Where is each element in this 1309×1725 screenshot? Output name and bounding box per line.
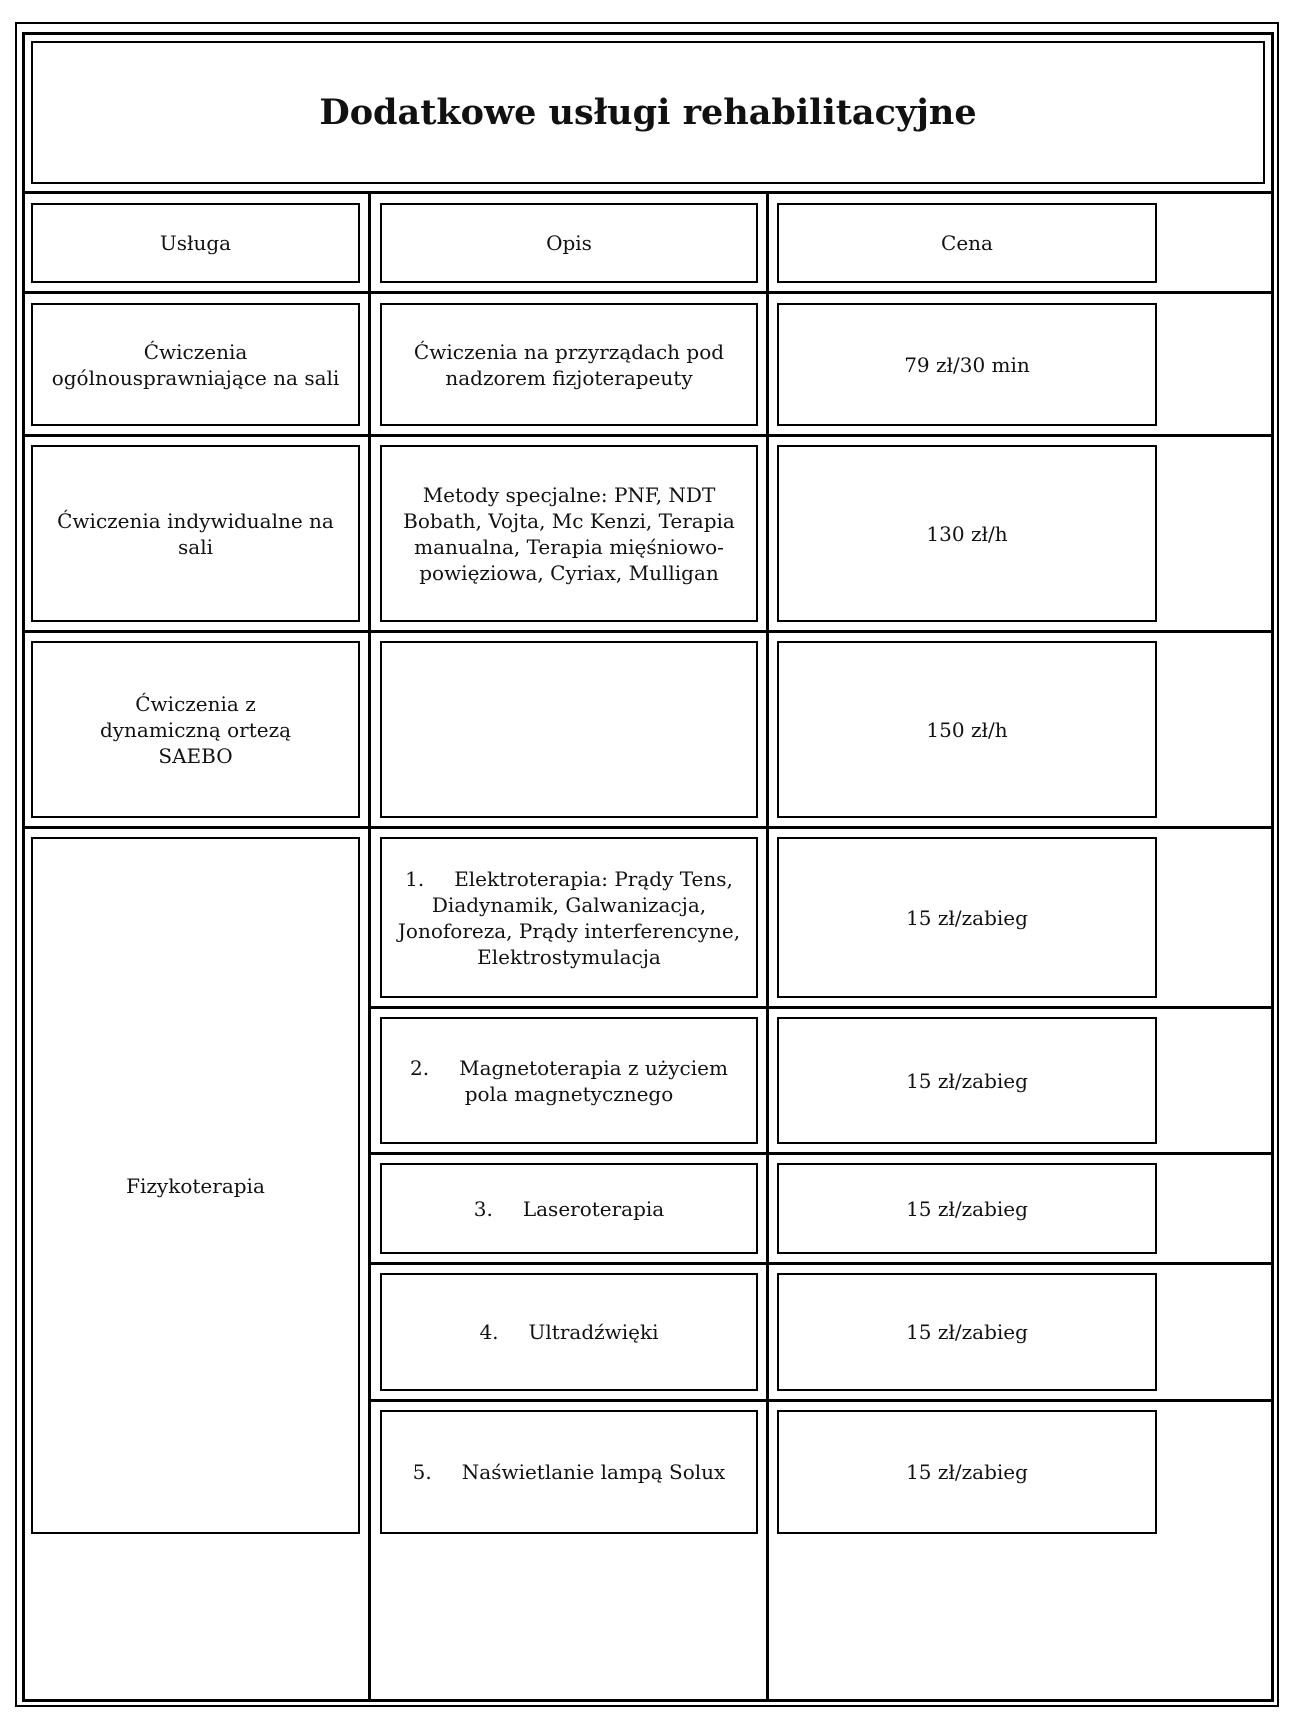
item-text: Naświetlanie lampą Solux <box>461 1460 726 1484</box>
numbered-item <box>413 1459 726 1485</box>
price-cell: 15 zł/zabieg <box>777 1017 1157 1144</box>
row-divider <box>368 1262 1274 1265</box>
description-cell <box>380 1410 758 1534</box>
row-divider <box>22 291 1274 294</box>
description-cell: Metody specjalne: PNF, NDT Bobath, Vojta, Mc Kenzi, Terapia manualna, Terapia mięśniowo-powięziowa, Cyriax, Mulligan <box>380 445 758 622</box>
price-cell: 15 zł/zabieg <box>777 1163 1157 1254</box>
item-number: 4. <box>479 1320 499 1344</box>
header-price: Cena <box>777 203 1157 283</box>
page-title: Dodatkowe usługi rehabilitacyjne <box>31 41 1265 184</box>
price-cell: 79 zł/30 min <box>777 303 1157 426</box>
description-cell <box>380 1017 758 1144</box>
row-divider <box>368 1006 1274 1009</box>
price-cell: 15 zł/zabieg <box>777 837 1157 998</box>
item-number: 1. <box>405 866 425 891</box>
row-divider <box>22 826 1274 829</box>
row-divider <box>368 1399 1274 1402</box>
description-cell <box>380 1163 758 1254</box>
row-divider <box>22 630 1274 633</box>
description-cell <box>380 641 758 818</box>
column-divider <box>368 191 371 1702</box>
service-cell: Ćwiczenia indywidualne na sali <box>31 445 360 622</box>
row-divider <box>22 434 1274 437</box>
row-divider <box>22 191 1274 194</box>
service-cell: Ćwiczenia z dynamiczną ortezą SAEBO <box>31 641 360 818</box>
description-cell <box>380 837 758 998</box>
column-divider <box>766 191 769 1702</box>
service-cell: Ćwiczenia ogólnousprawniające na sali <box>31 303 360 426</box>
numbered-item <box>388 866 750 970</box>
item-text: Magnetoterapia z użyciem pola magnetycznego <box>459 1055 728 1106</box>
numbered-item <box>402 1055 736 1107</box>
price-cell: 130 zł/h <box>777 445 1157 622</box>
service-cell-physiotherapy: Fizykoterapia <box>31 837 360 1534</box>
numbered-item <box>474 1196 664 1222</box>
item-number: 3. <box>473 1196 493 1221</box>
description-cell <box>380 1273 758 1391</box>
description-cell: Ćwiczenia na przyrządach pod nadzorem fizjoterapeuty <box>380 303 758 426</box>
header-description: Opis <box>380 203 758 283</box>
price-cell: 15 zł/zabieg <box>777 1273 1157 1391</box>
header-service: Usługa <box>31 203 360 283</box>
item-number: 5. <box>412 1460 432 1484</box>
price-cell: 150 zł/h <box>777 641 1157 818</box>
item-text: Laseroterapia <box>522 1196 665 1221</box>
price-cell: 15 zł/zabieg <box>777 1410 1157 1534</box>
item-text: Ultradźwięki <box>528 1320 659 1344</box>
item-number: 2. <box>410 1055 430 1080</box>
row-divider <box>368 1152 1274 1155</box>
numbered-item <box>479 1319 658 1345</box>
item-text: Elektroterapia: Prądy Tens, Diadynamik, Galwanizacja, Jonoforeza, Prądy interferencyne, Elektrostymulacja <box>397 866 741 969</box>
